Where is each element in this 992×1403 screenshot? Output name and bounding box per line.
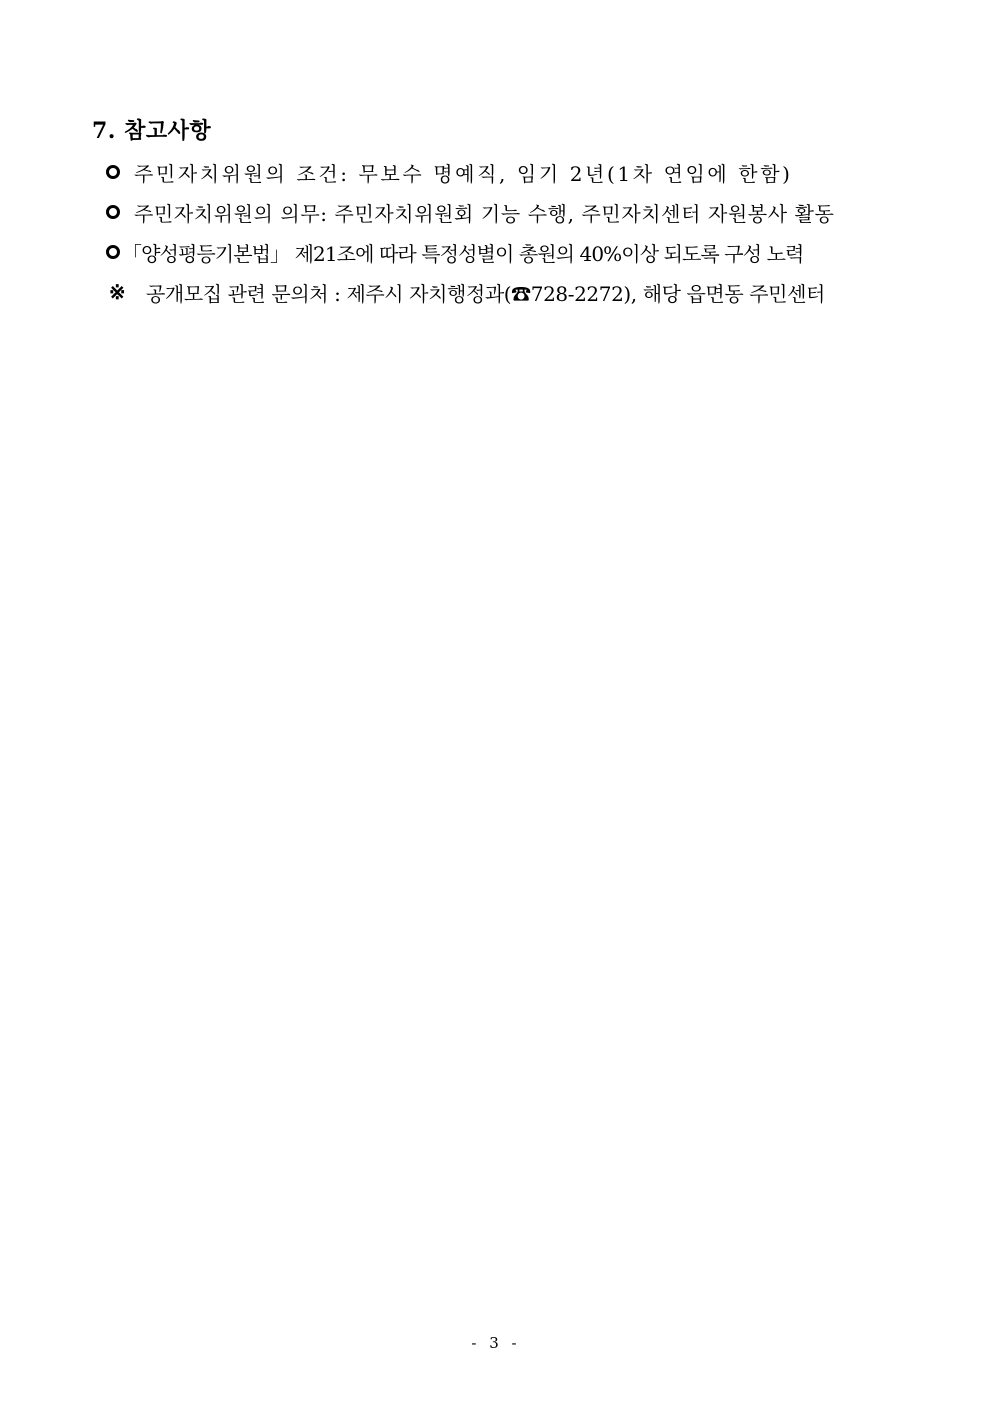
list-item-text: 주민자치위원의 의무: 주민자치위원회 기능 수행, 주민자치센터 자원봉사 활동 [134,201,835,226]
list-item-text: 주민자치위원의 조건: 무보수 명예직, 임기 2년(1차 연임에 한함) [134,161,793,186]
circle-bullet-icon [106,165,120,179]
section-title: 7. 참고사항 [92,118,212,144]
list-item [106,152,906,192]
circle-bullet-icon [106,245,120,259]
note-text: 공개모집 관련 문의처 : 제주시 자치행정과(☎728-2272), 해당 읍면동 주민센터 [146,281,825,306]
list-item-text: 「양성평등기본법」 제21조에 따라 특정성별이 총원의 40%이상 되도록 구성 노력 [122,241,804,266]
circle-bullet-icon [106,205,120,219]
reference-list [106,152,906,312]
list-item [106,192,906,232]
note-item [106,272,906,312]
page-number: - 3 - [471,1334,521,1352]
list-item [106,232,906,272]
reference-mark-icon: ※ [108,280,126,304]
